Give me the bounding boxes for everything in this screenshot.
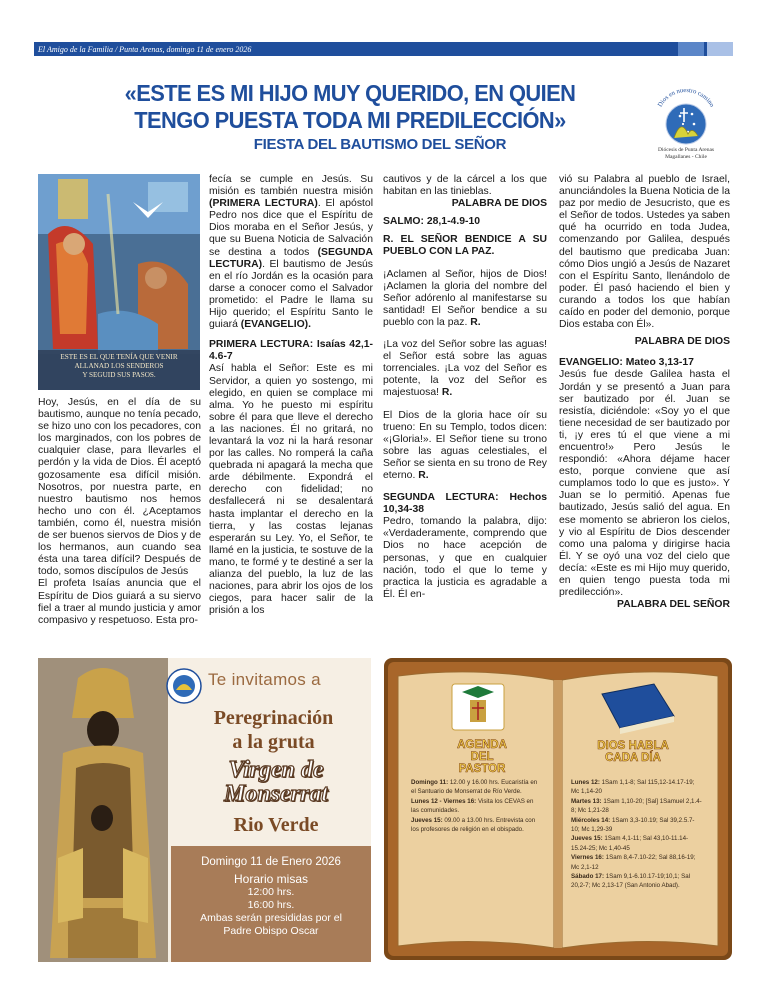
col2-text-c: . El apóstol Pedro nos dice que el Espíritu de Dios moraba en el Señor Jesús, y que su Buena Noticia de Salvación se destina a todos (209, 198, 374, 258)
col2-ref-evangelio: (EVANGELIO). (240, 319, 312, 331)
col3-paragraph-1: cautivos y de la cárcel a los que habitan en las tinieblas. (383, 174, 547, 198)
seal-caption (633, 147, 739, 160)
seal-arc-text: Dios en nuestro camino (656, 86, 716, 109)
dios-habla-list (571, 778, 703, 891)
header-text: El Amigo de la Familia / Punta Arenas, domingo 11 de enero 2026 (38, 44, 252, 54)
ad-schedule-box (171, 846, 371, 962)
photo-caption-2: ALLANAD LOS SENDEROS (74, 362, 164, 370)
agenda-value: Visita los CEVAS en las comunidades. (411, 797, 534, 815)
ad-horario: Horario misas (233, 872, 308, 886)
agenda-list (411, 778, 543, 834)
ad-note-1: Ambas serán presididas por el (200, 912, 342, 924)
page-title (90, 80, 611, 134)
ad-virgin-2: Monserrat (223, 781, 329, 807)
reading-day: Martes 13: (571, 797, 602, 805)
reading-text: 1Sam 1,1-8; Sal 115,12-14.17-19; Mc 1,14-20 (571, 779, 695, 796)
agenda-title (448, 739, 516, 775)
title-line-2: TENGO PUESTA TODA MI PREDILECCIÓN» (134, 107, 566, 133)
evangelio-heading: EVANGELIO: Mateo 3,13-17 (559, 357, 694, 369)
reading-day: Lunes 12: (571, 779, 600, 786)
dios-title-2: CADA DÍA (605, 752, 661, 764)
pilgrimage-ad (38, 658, 371, 962)
reading-text: 1Sam 1,10-20; [Sal] 1Samuel 2,1.4-8; Mc 1,21-28 (571, 797, 702, 815)
ad-date: Domingo 11 de Enero 2026 (201, 856, 341, 868)
virgin-monserrat-statue-icon (38, 658, 168, 962)
diocese-logo-icon (166, 668, 202, 704)
ad-note-2: Padre Obispo Oscar (223, 925, 319, 937)
header-bar (34, 42, 733, 56)
diocese-seal-icon (636, 78, 736, 158)
agenda-item (411, 816, 543, 835)
reading-text: 1Sam 9,1-6.10.17-19;10,1; Sal 20,2-7; Mc 2,13-17 (San Antonio Abad). (571, 873, 691, 890)
ad-time-1: 12:00 hrs. (247, 886, 295, 898)
primera-lectura-heading: PRIMERA LECTURA: Isaías 42,1-4.6-7 (209, 339, 373, 363)
salmo-stanza-1 (383, 269, 547, 329)
evangelio-text: Jesús fue desde Galilea hasta el Jordán y se presentó a Juan para ser bautizado por él. Juan se resistía, diciéndole: «Soy yo el que tiene necesidad de ser bautizado por ti, ¡y eres tú el que viene a mi encuentro!» Pero Jesús le respondió: «Ahora déjame hacer esto, porque conviene que así cumplamos todo lo que es justo». Y Juan se lo permitió. Apenas fue bautizado, Jesús salió del agua. En ese momento se abrieron los cielos, y vio al Espíritu de Dios descender como una paloma y dirigirse hacia Él. Y se oyó una voz del cielo que decía: «Este es mi Hijo muy querido, en quien tengo puesta toda mi predilección». (559, 369, 730, 599)
reading-day: Sábado 17: (571, 873, 605, 881)
col1-paragraph-1: Hoy, Jesús, en el día de su bautismo, aunque no tenía pecado, se hizo uno con los pecadores, con los marginados, con los pobres de cualquier clase, para llevarles el perdón y la vida de Dios. Él aceptó gozosamente esa difícil misión. Nosotros, por nuestra parte, en nuestro bautismo nos hemos hecho uno con él. ¿Aceptamos también, como él, nuestra misión de ser buenos siervos de Dios y de los hermanos, aun cuando sea ésta una tarea difícil? Después de todo, somos discípulos de Jesús (38, 397, 201, 578)
column-3 (383, 174, 547, 601)
header-square-2 (707, 42, 733, 56)
column-1 (38, 397, 201, 627)
salmo-stanza-3 (383, 410, 547, 483)
reading-item (571, 816, 703, 835)
col2-paragraph-1 (209, 174, 373, 331)
baptism-stained-glass-image (38, 174, 200, 390)
ad-virgin-title (188, 758, 364, 806)
page-subtitle: FIESTA DEL BAUTISMO DEL SEÑOR (253, 136, 507, 153)
ad-heading-1: Peregrinación (213, 707, 334, 729)
column-2 (209, 174, 373, 617)
ad-heading (176, 706, 371, 754)
photo-caption-3: Y SEGUID SUS PASOS. (82, 371, 156, 379)
stanza-2-r: R. (441, 387, 453, 399)
stanza-1-r: R. (470, 316, 481, 328)
salmo-response: R. EL SEÑOR BENDICE A SU PUEBLO CON LA PAZ. (383, 234, 547, 258)
ad-time-2: 16:00 hrs. (247, 899, 295, 911)
col1-paragraph-2: El profeta Isaías anuncia que el Espíritu de Dios guiará a su siervo fiel a traer al mundo justicia y amor compasivo y respetuoso. Esta pro- (38, 578, 201, 626)
agenda-key: Jueves 15: (411, 816, 443, 824)
reading-item (571, 872, 703, 891)
agenda-item (411, 778, 543, 797)
reading-item (571, 853, 703, 872)
salmo-heading: SALMO: 28,1-4.9-10 (383, 216, 481, 228)
reading-item (571, 797, 703, 816)
stanza-2-text: ¡La voz del Señor sobre las aguas! el Señor está sobre las aguas torrenciales. ¡La voz del Señor es potente, la voz del Señor es majestuosa! (383, 339, 547, 399)
ad-heading-2: a la gruta (232, 731, 315, 753)
header-square-1 (678, 42, 704, 56)
reading-text: 1Sam 4,1-11; Sal 43,10-11.14-15.24-25; Mc 1,40-45 (571, 835, 689, 852)
agenda-key: Lunes 12 - Viernes 16: (411, 797, 477, 805)
reading-text: 1Sam 3,3-10.19; Sal 39,2.5.7-10; Mc 1,29-39 (571, 816, 695, 834)
stanza-1-text: ¡Aclamen al Señor, hijos de Dios! ¡Aclamen la gloria del nombre del Señor adórenlo al manifestarse su santidad! El Señor bendice a su pueblo con la paz. (383, 268, 547, 328)
agenda-value: 09.00 a 13.00 hrs. Entrevista con los profesores de religión en el obispado. (411, 816, 536, 834)
seal-caption-1: Diócesis de Punta Arenas (657, 147, 715, 153)
agenda-item (411, 797, 543, 816)
palabra-de-dios-2: PALABRA DE DIOS (634, 336, 730, 348)
palabra-de-dios-1: PALABRA DE DIOS (451, 198, 547, 210)
agenda-title-2: DEL PASTOR (458, 751, 506, 775)
photo-caption-1: ESTE ES EL QUE TENÍA QUE VENIR (60, 353, 178, 361)
reading-text: 1Sam 8,4-7.10-22; Sal 88,16-19; Mc 2,1-12 (571, 854, 696, 871)
ad-virgin-1: Virgen de (228, 757, 324, 783)
col2-text-a: fecía se cumple en Jesús. Su misión es también nuestra misión (209, 174, 373, 198)
column-4 (559, 174, 730, 611)
title-line-1: «ESTE ES MI HIJO MUY QUERIDO, EN QUIEN (124, 80, 576, 106)
reading-day: Jueves 15: (571, 835, 603, 843)
primera-lectura-text: Así habla el Señor: Este es mi Servidor, a quien yo sostengo, mi elegido, en quien se complace mi alma. Yo he puesto mi espíritu sobre él para que lleve el derecho a las naciones. Él no gritará, no levantará la voz ni la hará resonar por las calles. No romperá la caña quebrada ni apagará la mecha que arde débilmente. Expondrá el derecho con fidelidad; no desfallecerá ni se desalentará hasta implantar el derecho en la tierra, y las costas lejanas esperarán su Ley. Yo, el Señor, te llamé en la justicia, te sostuve de la mano, te formé y te destiné a ser la alianza del pueblo, la luz de las naciones, para abrir los ojos de los ciegos, para hacer salir de la prisión a los (209, 363, 373, 617)
dios-habla-title (578, 740, 688, 764)
photo-caption (46, 353, 192, 380)
col2-ref-segunda: (SEGUNDA LECTURA) (209, 246, 374, 270)
col2-ref-primera: (PRIMERA LECTURA) (209, 198, 318, 210)
dios-title-1: DIOS HABLA (597, 740, 669, 752)
reading-day: Viernes 16: (571, 854, 604, 862)
reading-item (571, 778, 703, 797)
col2-text-e: . El bautismo de Jesús en el río Jordán es la ocasión para darse a conocer como el Salvador prometido: el Padre le llama su Hijo querido; el Espíritu Santo le guiará (209, 258, 373, 331)
col4-paragraph-1: vió su Palabra al pueblo de Israel, anunciándoles la Buena Noticia de la paz por medio de Jesucristo, que es el Señor de todos. Ustedes ya saben qué ha ocurrido en toda Judea, comenzando por Galilea, después del bautismo que predicaba Juan: cómo Dios ungió a Jesús de Nazaret con el Espíritu Santo, llenándolo de poder. Él pasó haciendo el bien y curando a todos los que habían caído en poder del demonio, porque Dios estaba con Él». (559, 174, 730, 331)
stanza-3-text: El Dios de la gloria hace oír su trueno: En su Templo, todos dicen: «¡Gloria!». El Señor tiene su trono sobre las aguas celestiales, el Señor se sienta en su trono de Rey eterno. (383, 409, 547, 481)
agenda-title-1: AGENDA (457, 739, 507, 751)
ad-invite: Te invitamos a (208, 670, 321, 689)
segunda-lectura-text: Pedro, tomando la palabra, dijo: «Verdaderamente, comprendo que Dios no hace acepción de personas, y que en cualquier nación, todo el que lo teme y practica la justicia es agradable a Él. Él en- (383, 516, 547, 600)
salmo-stanza-2 (383, 339, 547, 399)
agenda-key: Domingo 11: (411, 779, 449, 786)
reading-day: Miércoles 14: (571, 816, 611, 824)
palabra-del-senor: PALABRA DEL SEÑOR (617, 599, 730, 611)
ad-place: Rio Verde (233, 814, 319, 836)
reading-item (571, 834, 703, 853)
stanza-3-r: R. (418, 469, 429, 481)
agenda-value: 12.00 y 16.00 hrs. Eucaristía en el Santuario de Monserrat de Río Verde. (411, 779, 538, 796)
seal-caption-2: Magallanes - Chile (665, 153, 707, 160)
segunda-lectura-heading: SEGUNDA LECTURA: Hechos 10,34-38 (383, 492, 547, 516)
